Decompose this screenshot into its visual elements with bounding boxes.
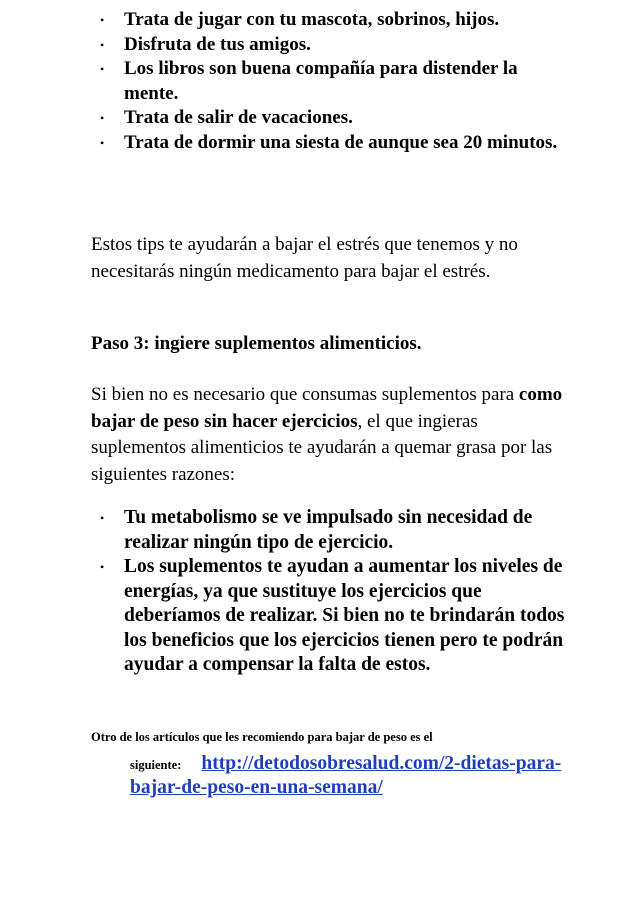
list-item <box>0 57 560 106</box>
step3-heading: Paso 3: ingiere suplementos alimenticios. <box>91 333 422 354</box>
recommendation-link-line <box>130 752 570 800</box>
list-item-text: Trata de salir de vacaciones. <box>124 107 353 128</box>
bullet-icon: • <box>100 13 105 27</box>
bullet-icon: • <box>100 135 105 150</box>
bullet-icon: • <box>100 111 105 125</box>
recommendation-intro: Otro de los artículos que les recomiendo para bajar de peso es el <box>91 730 433 744</box>
recommendation-label: siguiente: <box>130 758 182 772</box>
bullet-icon: • <box>100 62 105 76</box>
bullet-icon: • <box>100 560 105 574</box>
list-item <box>0 555 572 678</box>
list-item-text: Los libros son buena compañía para distender la mente. <box>124 58 518 104</box>
bullet-icon: • <box>100 37 105 52</box>
list-item <box>0 506 572 555</box>
supplements-bold-phrase: como bajar de peso sin hacer ejercicios <box>91 384 563 432</box>
list-item-text: Trata de jugar con tu mascota, sobrinos, hijos. <box>124 9 500 30</box>
list-item <box>0 8 560 33</box>
list-item <box>0 131 560 156</box>
list-item <box>0 106 560 131</box>
article-link[interactable]: http://detodosobresalud.com/2-dietas-para-bajar-de-peso-en-una-semana/ <box>130 753 562 798</box>
list-item <box>0 33 560 58</box>
supplements-text-before: Si bien no es necesario que consumas suplementos para <box>91 384 519 405</box>
bullet-icon: • <box>100 511 105 525</box>
supplements-paragraph <box>91 382 571 488</box>
supplements-text-after: , el que ingieras suplementos alimenticios te ayudarán a quemar grasa por las siguientes razones: <box>91 410 553 485</box>
tips-paragraph: Estos tips te ayudarán a bajar el estrés que tenemos y no necesitarás ningún medicamento para bajar el estrés. <box>91 234 518 282</box>
list-item-text: Los suplementos te ayudan a aumentar los niveles de energías, ya que sustituye los ejercicios que deberíamos de realizar. Si bien no te brindarán todos los beneficios que los ejercicios tienen pero te podrán ayudar a compensar la falta de estos. <box>124 556 565 675</box>
reasons-list <box>0 506 572 678</box>
list-item-text: Disfruta de tus amigos. <box>124 33 311 55</box>
tips-list <box>0 8 560 155</box>
list-item-text: Tu metabolismo se ve impulsado sin necesidad de realizar ningún tipo de ejercicio. <box>124 507 533 553</box>
list-item-text: Trata de dormir una siesta de aunque sea 20 minutos. <box>124 131 558 153</box>
